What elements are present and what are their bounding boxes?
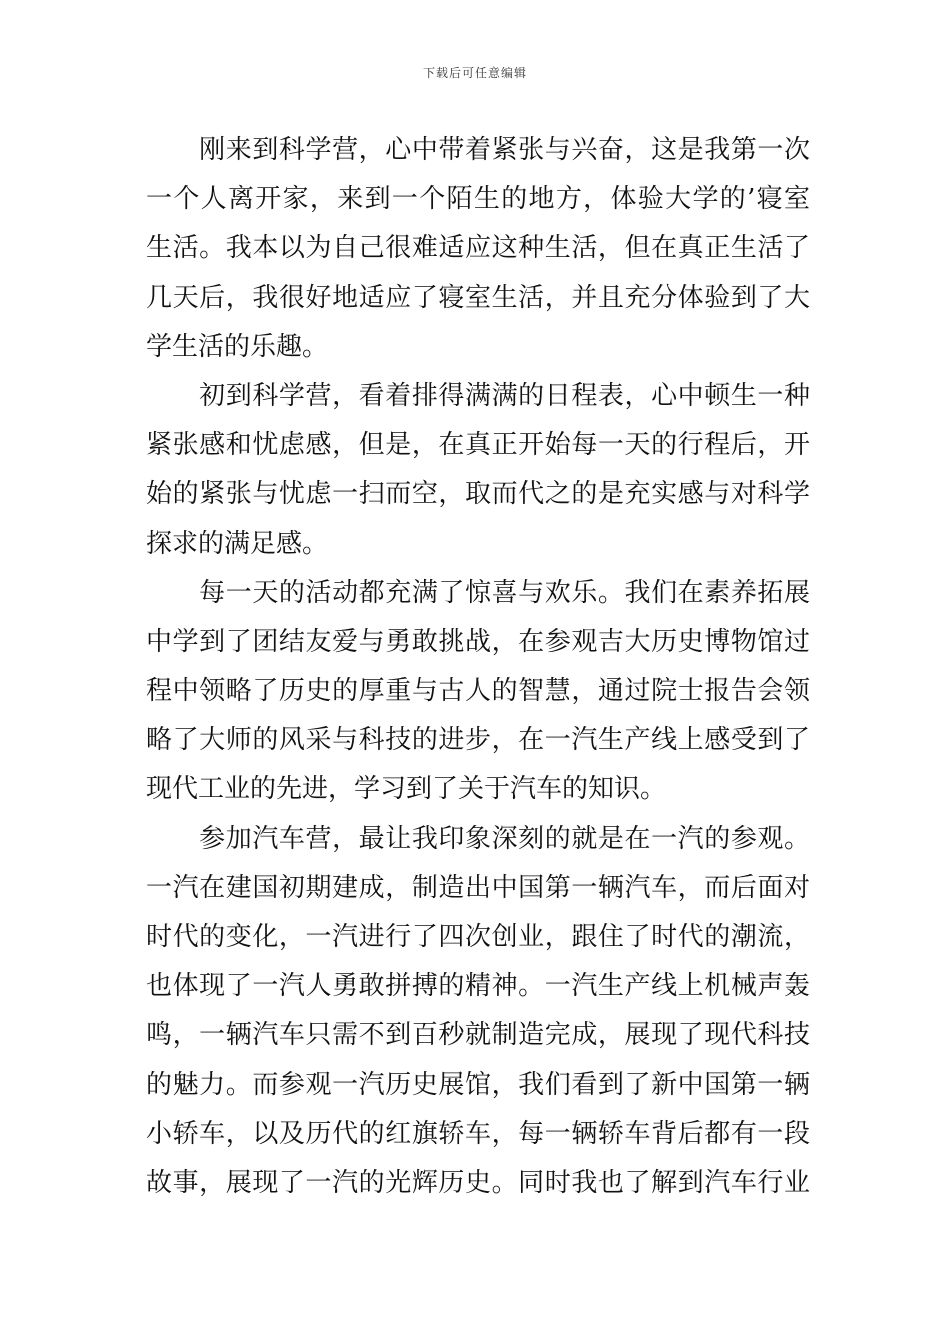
text-line: 一个人离开家，来到一个陌生的地方，体验大学的’寝室 [146,184,810,215]
text-line: 小轿车，以及历代的红旗轿车，每一辆轿车背后都有一段 [146,1118,810,1149]
text-line: 始的紧张与忧虑一扫而空，取而代之的是充实感与对科学 [146,479,810,510]
text-line: 程中领略了历史的厚重与古人的智慧，通过院士报告会领 [146,676,810,707]
text-line: 刚来到科学营，心中带着紧张与兴奋，这是我第一次 [146,135,810,165]
text-line: 生活。我本以为自己很难适应这种生活，但在真正生活了 [146,233,810,264]
text-line: 初到科学营，看着排得满满的日程表，心中顿生一种 [146,380,810,411]
text-line: 中学到了团结友爱与勇敢挑战，在参观吉大历史博物馆过 [146,626,810,657]
text-line: 一汽在建国初期建成，制造出中国第一辆汽车，而后面对 [146,872,810,903]
text-line: 的魅力。而参观一汽历史展馆，我们看到了新中国第一辆 [146,1069,810,1100]
text-line: 也体现了一汽人勇敢拼搏的精神。一汽生产线上机械声轰 [146,971,810,1002]
text-line: 鸣，一辆汽车只需不到百秒就制造完成，展现了现代科技 [146,1020,810,1051]
text-line: 紧张感和忧虑感，但是，在真正开始每一天的行程后，开 [146,430,810,461]
header-note: 下载后可任意编辑 [422,66,527,80]
text-line: 每一天的活动都充满了惊喜与欢乐。我们在素养拓展 [146,577,810,608]
document-body [146,126,810,1208]
text-line: 几天后，我很好地适应了寝室生活，并且充分体验到了大 [146,282,810,313]
text-line: 故事，展现了一汽的光辉历史。同时我也了解到汽车行业 [146,1167,810,1198]
text-line: 时代的变化，一汽进行了四次创业，跟住了时代的潮流， [146,922,810,952]
text-line: 参加汽车营，最让我印象深刻的就是在一汽的参观。 [146,823,810,854]
text-line: 现代工业的先进，学习到了关于汽车的知识。 [146,774,667,805]
text-line: 探求的满足感。 [146,528,329,559]
text-line: 学生活的乐趣。 [146,331,329,362]
text-line: 略了大师的风采与科技的进步，在一汽生产线上感受到了 [146,725,810,756]
